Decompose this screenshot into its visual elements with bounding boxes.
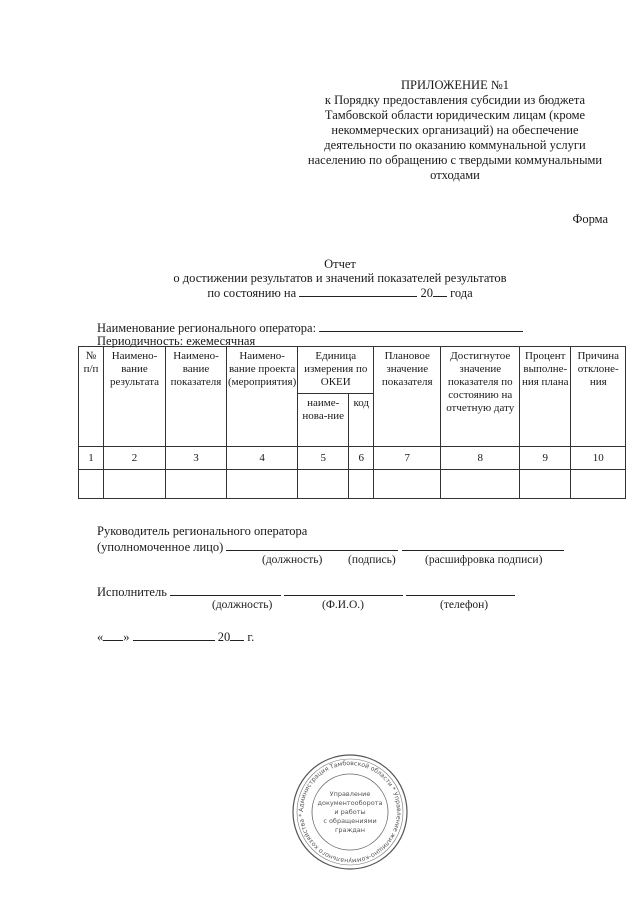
- title-line: Отчет: [324, 257, 356, 271]
- table-cell: [520, 470, 571, 499]
- header-unit-name: наиме-нова-ние: [298, 394, 349, 447]
- header-percent: Процент выполне-ния плана: [520, 347, 571, 447]
- stamp-center-line: граждан: [334, 826, 366, 834]
- year-blank: [433, 285, 447, 297]
- column-number-row: [79, 447, 626, 470]
- header-project: Наимено-вание проекта (мероприятия): [227, 347, 298, 447]
- table-cell: [104, 470, 166, 499]
- date-year-suffix: г.: [247, 630, 255, 644]
- header-indicator: Наимено-вание показателя: [166, 347, 227, 447]
- date-blank: [299, 285, 417, 297]
- date-quote-open: «: [97, 630, 104, 644]
- date-year-prefix: 20: [217, 630, 231, 644]
- column-number: 5: [298, 447, 349, 470]
- official-stamp: [290, 752, 410, 872]
- header-unit: Единица измерения по ОКЕИ: [298, 347, 374, 394]
- table-cell: [571, 470, 626, 499]
- executor-label: Исполнитель: [97, 585, 167, 599]
- header-result: Наимено-вание результата: [104, 347, 166, 447]
- stamp-center-line: и работы: [334, 808, 366, 816]
- stamp-graphic: [290, 752, 410, 872]
- report-table: [78, 346, 626, 499]
- decoding-caption: (расшифровка подписи): [425, 554, 543, 566]
- position-caption: (должность): [262, 554, 323, 566]
- appendix-line: некоммерческих организаций) на обеспечение: [331, 123, 579, 137]
- date-year-blank: [230, 629, 244, 641]
- form-label: Форма: [572, 212, 608, 226]
- stamp-center-line: Управление: [329, 790, 371, 798]
- exec-phone-blank: [406, 584, 515, 596]
- column-number: 8: [441, 447, 520, 470]
- exec-position-blank: [170, 584, 281, 596]
- header-num: № п/п: [79, 347, 104, 447]
- operator-label: Наименование регионального оператора:: [97, 321, 317, 335]
- sign-caption: (подпись): [348, 554, 396, 566]
- table-cell: [79, 470, 104, 499]
- executor-line: [97, 584, 515, 599]
- date-line: [97, 629, 254, 644]
- report-title: [160, 257, 520, 300]
- operator-line: [97, 320, 523, 335]
- appendix-line: деятельности по оказанию коммунальной услуги: [324, 138, 586, 152]
- title-year-word: года: [450, 286, 473, 300]
- exec-fio-blank: [284, 584, 403, 596]
- appendix-line: населению по обращению с твердыми коммунальными: [307, 153, 603, 167]
- exec-fio-caption: (Ф.И.О.): [322, 599, 364, 611]
- column-number: 1: [79, 447, 104, 470]
- table-cell: [166, 470, 227, 499]
- authorized-person-label: (уполномоченное лицо): [97, 540, 224, 554]
- table-cell: [374, 470, 441, 499]
- position-blank: [226, 539, 398, 551]
- table-cell: [349, 470, 374, 499]
- table-cell: [227, 470, 298, 499]
- column-number: 2: [104, 447, 166, 470]
- column-number: 9: [520, 447, 571, 470]
- day-blank: [103, 629, 123, 641]
- periodicity: Периодичность: ежемесячная: [97, 334, 256, 348]
- column-number: 6: [349, 447, 374, 470]
- appendix-line: ПРИЛОЖЕНИЕ №1: [400, 78, 510, 92]
- title-line: о достижении результатов и значений показателей результатов: [173, 271, 507, 285]
- decoding-blank: [402, 539, 564, 551]
- month-blank: [133, 629, 215, 641]
- title-date-prefix: по состоянию на: [207, 286, 297, 300]
- column-number: 4: [227, 447, 298, 470]
- column-number: 3: [166, 447, 227, 470]
- header-reason: Причина отклоне-ния: [571, 347, 626, 447]
- table-cell: [441, 470, 520, 499]
- header-unit-code: код: [349, 394, 374, 447]
- stamp-ring-text: Администрация Тамбовской области * Управление жилищно-коммунального хозяйства *: [297, 759, 403, 865]
- exec-phone-caption: (телефон): [440, 599, 489, 611]
- stamp-center-line: документооборота: [317, 799, 383, 807]
- header-achieved: Достигнутое значение показателя по состоянию на отчетную дату: [441, 347, 520, 447]
- column-number: 7: [374, 447, 441, 470]
- exec-position-caption: (должность): [212, 599, 273, 611]
- header-planned: Плановое значение показателя: [374, 347, 441, 447]
- date-quote-close: »: [123, 630, 130, 644]
- appendix-line: к Порядку предоставления субсидии из бюджета: [324, 93, 586, 107]
- title-date-line: [160, 285, 520, 300]
- operator-blank: [319, 320, 523, 332]
- appendix-line: Тамбовской области юридическим лицам (кроме: [324, 108, 586, 122]
- appendix-block: [280, 78, 630, 183]
- stamp-center-line: с обращениями: [323, 817, 377, 825]
- table-cell: [298, 470, 349, 499]
- appendix-line: отходами: [430, 168, 480, 182]
- empty-data-row: [79, 470, 626, 499]
- head-line2: [97, 539, 564, 554]
- head-line1: Руководитель регионального оператора: [97, 524, 308, 538]
- title-year-prefix: 20: [420, 286, 433, 300]
- column-number: 10: [571, 447, 626, 470]
